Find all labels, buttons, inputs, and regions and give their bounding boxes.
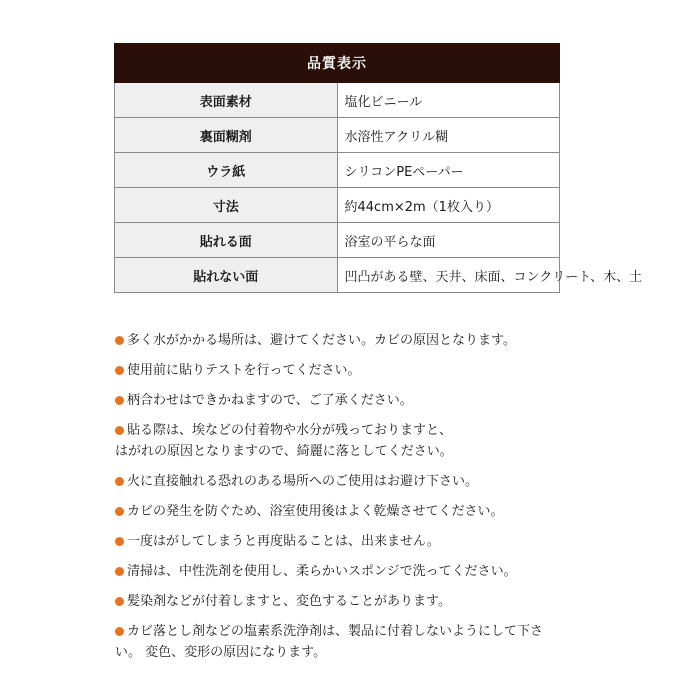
list-item <box>115 531 595 552</box>
row-value-non-applicable-surface: 凹凸がある壁、天井、床面、コンクリート、木、土 <box>337 258 560 293</box>
bullet-dot-icon <box>115 627 124 636</box>
note-text: 髪染剤などが付着しますと、変色することがあります。 <box>127 594 451 609</box>
list-item <box>115 561 595 582</box>
table-row <box>115 258 560 293</box>
note-text-continued: い。 変色、変形の原因になります。 <box>115 645 327 660</box>
table-row <box>115 83 560 118</box>
note-text: カビの発生を防ぐため、浴室使用後はよく乾燥させてください。 <box>127 504 504 519</box>
row-label-surface-material: 表面素材 <box>115 83 338 118</box>
note-text: 一度はがしてしまうと再度貼ることは、出来ません。 <box>127 534 440 549</box>
row-value-backing-paper: シリコンPEペーパー <box>337 153 560 188</box>
note-text: 貼る際は、埃などの付着物や水分が残っておりますと、 <box>127 423 453 438</box>
note-text: カビ落とし剤などの塩素系洗浄剤は、製品に付着しないようにして下さ <box>127 624 544 639</box>
row-value-adhesive: 水溶性アクリル糊 <box>337 118 560 153</box>
table-row <box>115 188 560 223</box>
list-item <box>115 471 595 492</box>
list-item <box>115 591 595 612</box>
bullet-dot-icon <box>115 507 124 516</box>
row-label-backing-paper: ウラ紙 <box>115 153 338 188</box>
list-item <box>115 501 595 522</box>
quality-label-table <box>114 43 643 293</box>
bullet-dot-icon <box>115 597 124 606</box>
bullet-dot-icon <box>115 396 124 405</box>
bullet-dot-icon <box>115 336 124 345</box>
list-item <box>115 330 595 351</box>
bullet-dot-icon <box>115 537 124 546</box>
note-text: 柄合わせはできかねますので、ご了承ください。 <box>127 393 413 408</box>
caution-notes-list <box>115 330 595 672</box>
list-item <box>115 390 595 411</box>
note-text-continued: はがれの原因となりますので、綺麗に落としてください。 <box>115 444 453 459</box>
row-label-applicable-surface: 貼れる面 <box>115 223 338 258</box>
note-text: 清掃は、中性洗剤を使用し、柔らかいスポンジで洗ってください。 <box>127 564 517 579</box>
note-text: 火に直接触れる恐れのある場所へのご使用はお避け下さい。 <box>127 474 479 489</box>
table-row <box>115 153 560 188</box>
row-label-non-applicable-surface: 貼れない面 <box>115 258 338 293</box>
list-item <box>115 621 595 663</box>
table-title: 品質表示 <box>115 44 560 83</box>
note-text: 多く水がかかる場所は、避けてください。カビの原因となります。 <box>127 333 516 348</box>
row-value-applicable-surface: 浴室の平らな面 <box>337 223 560 258</box>
bullet-dot-icon <box>115 426 124 435</box>
bullet-dot-icon <box>115 567 124 576</box>
bullet-dot-icon <box>115 366 124 375</box>
list-item <box>115 360 595 381</box>
bullet-dot-icon <box>115 477 124 486</box>
table-row <box>115 223 560 258</box>
row-label-adhesive: 裏面糊剤 <box>115 118 338 153</box>
row-value-dimensions: 約44cm×2m（1枚入り） <box>337 188 560 223</box>
list-item <box>115 420 595 462</box>
table-row <box>115 118 560 153</box>
row-value-surface-material: 塩化ビニール <box>337 83 560 118</box>
row-label-dimensions: 寸法 <box>115 188 338 223</box>
note-text: 使用前に貼りテストを行ってください。 <box>127 363 361 378</box>
